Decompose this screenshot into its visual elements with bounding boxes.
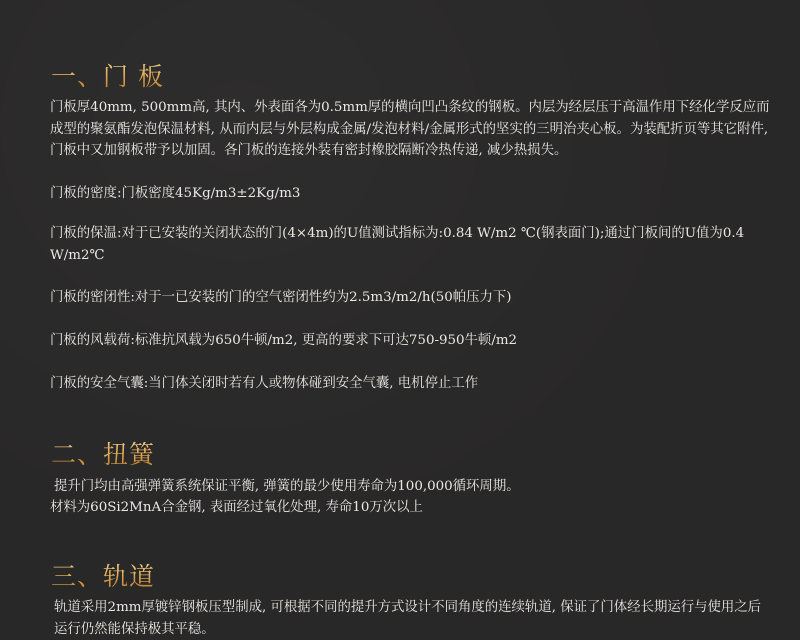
section-title-torsion-spring: 二、扭簧 [51, 440, 156, 469]
door-panel-safety-airbag: 门板的安全气囊:当门体关闭时若有人或物体碰到安全气囊, 电机停止工作 [50, 376, 479, 391]
torsion-spring-material: 材料为60Si2MnA合金钢, 表面经过氧化处理, 寿命10万次以上 [50, 500, 423, 515]
door-panel-density: 门板的密度:门板密度45Kg/m3±2Kg/m3 [50, 186, 301, 201]
door-panel-description: 门板厚40mm, 500mm高, 其内、外表面各为0.5mm厚的横向凹凸条纹的钢板。内层为经层压于高温作用下经化学反应而成型的聚氨酯发泡保温材料, 从而内层与外层构成金属/发泡材料/金属形式的坚实的三明治夹心板。为装配折页等其它附件, 门板中又加钢板带予以加固。各门板的连接外装有密封橡胶隔断冷热传递, 减少热损失。 [50, 100, 770, 158]
torsion-spring-balance: 提升门均由高强弹簧系统保证平衡, 弹簧的最少使用寿命为100,000循环周期。 [54, 479, 520, 494]
door-panel-wind-load: 门板的风载荷:标准抗风载为650牛顿/m2, 更高的要求下可达750-950牛顿/m2 [50, 333, 518, 348]
door-panel-airtightness: 门板的密闭性:对于一已安装的门的空气密闭性约为2.5m3/m2/h(50帕压力下) [50, 290, 512, 305]
section-title-track: 三、轨道 [51, 562, 156, 591]
track-description: 轨道采用2mm厚镀锌钢板压型制成, 可根据不同的提升方式设计不同角度的连续轨道, 保证了门体经长期运行与使用之后运行仍然能保持极其平稳。 [54, 600, 762, 637]
door-panel-insulation: 门板的保温:对于已安装的关闭状态的门(4×4m)的U值测试指标为:0.84 W/m2 ℃(钢表面门);通过门板间的U值为0.4 W/m2℃ [50, 226, 745, 263]
section-title-door-panel: 一、门 板 [51, 62, 164, 91]
